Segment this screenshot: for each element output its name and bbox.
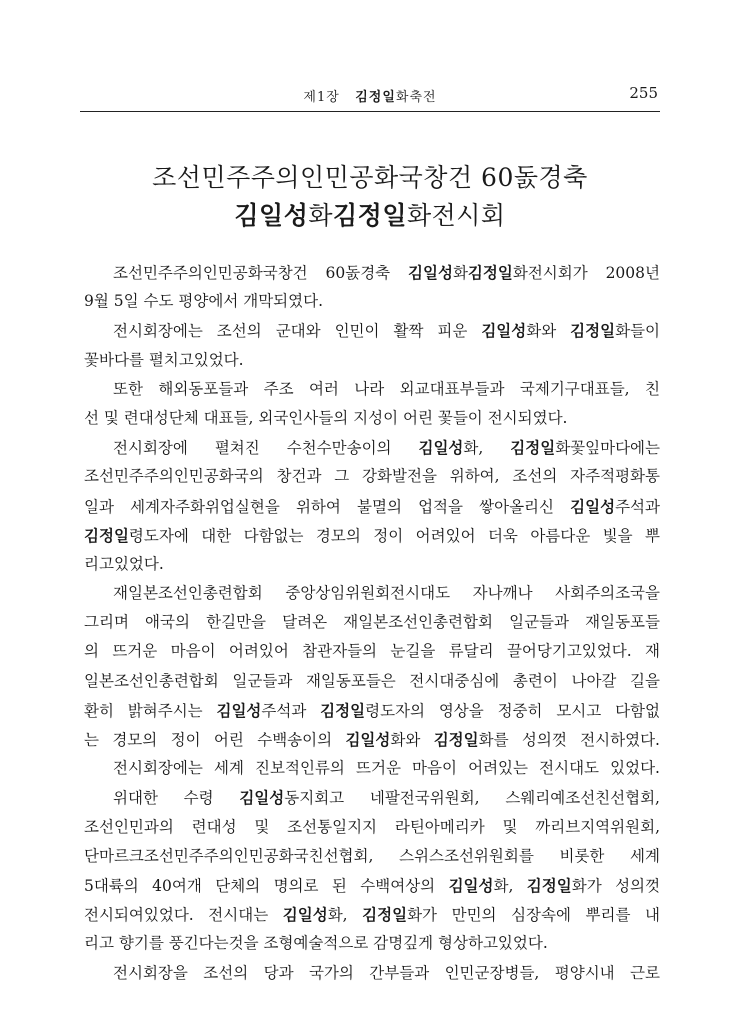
text-line bbox=[84, 725, 660, 754]
article-body bbox=[84, 258, 660, 988]
chapter-heading bbox=[80, 86, 660, 105]
emphasized-name: 김정일 bbox=[510, 438, 556, 458]
text-run: 주석과 bbox=[261, 701, 321, 720]
text-line bbox=[84, 696, 660, 725]
emphasized-name: 김일성 bbox=[345, 730, 391, 749]
text-run: 전시회장에는 조선의 군대와 인민이 활짝 피운 bbox=[113, 322, 482, 341]
text-line bbox=[84, 842, 660, 871]
text-run: 동지회고 네팔전국위원회, 스웨리예조선친선협회, bbox=[284, 789, 660, 808]
text-run: 전시회장에는 세계 진보적인류의 뜨거운 마음이 어려있는 전시대도 있었다. bbox=[113, 759, 660, 778]
article-title-line2 bbox=[80, 196, 660, 232]
text-run: 리고있었다. bbox=[84, 554, 164, 573]
text-run: 는 경모의 정이 어린 수백송이의 bbox=[84, 731, 346, 749]
text-run: 화와 bbox=[526, 322, 571, 341]
text-line bbox=[84, 900, 660, 929]
emphasized-name: 김정일 bbox=[570, 321, 616, 341]
emphasized-name: 김정일 bbox=[433, 730, 479, 749]
text-line bbox=[84, 404, 660, 433]
text-line bbox=[84, 375, 660, 404]
text-run: 전시회장에 펼쳐진 수천수만송이의 bbox=[113, 439, 419, 458]
text-line bbox=[84, 492, 660, 521]
text-line bbox=[84, 316, 660, 345]
text-run: 의 뜨거운 마음이 어려있어 참관자들의 눈길을 류달리 끌어당기고있었다. 재 bbox=[84, 642, 660, 661]
emphasized-name: 김일성 bbox=[239, 788, 285, 808]
text-run: 화를 성의껏 전시하였다. bbox=[478, 731, 660, 749]
emphasized-name: 김일성 bbox=[570, 496, 616, 516]
text-run: 그리며 애국의 한길만을 달려온 재일본조선인총련합회 일군들과 재일동포들 bbox=[84, 613, 660, 632]
text-run: 령도자에 대한 다함없는 경모의 정이 어려있어 더욱 아름다운 빛을 뿌 bbox=[128, 526, 660, 545]
text-run: 화가 성의껏 bbox=[571, 876, 660, 895]
text-run: 화 bbox=[452, 264, 468, 282]
chapter-title-bold: 김정일 bbox=[355, 90, 396, 105]
text-line bbox=[84, 579, 660, 608]
text-run: 전시회장을 조선의 당과 국가의 간부들과 인민군장병들, 평양시내 근로 bbox=[113, 963, 660, 982]
text-run: 또한 해외동포들과 주조 여러 나라 외교대표부들과 국제기구대표들, 친 bbox=[113, 379, 660, 398]
text-run: 단마르크조선민주주의인민공화국친선협회, 스위스조선위원회를 비롯한 세계 bbox=[84, 846, 660, 865]
emphasized-name: 김정일 bbox=[467, 263, 513, 282]
article-title-line1: 조선민주주의인민공화국창건 60돐경축 bbox=[152, 163, 588, 192]
page-number: 255 bbox=[629, 84, 658, 102]
text-run: 위대한 수령 bbox=[113, 789, 240, 808]
text-line bbox=[84, 462, 660, 491]
text-run: 조선민주주의인민공화국창건 60돐경축 bbox=[113, 264, 409, 282]
text-line bbox=[84, 871, 660, 900]
text-line bbox=[84, 929, 660, 958]
chapter-title-rest: 화축전 bbox=[395, 90, 437, 105]
emphasized-name: 김정일 bbox=[362, 905, 408, 925]
emphasized-name: 김일성 bbox=[234, 201, 309, 230]
text-line bbox=[84, 813, 660, 842]
text-run: 재일본조선인총련합회 중앙상임위원회전시대도 자나깨나 사회주의조국을 bbox=[113, 584, 660, 603]
text-run: 환히 밝혀주시는 bbox=[84, 701, 217, 720]
text-run: 조선민주주의인민공화국의 창건과 그 강화발전을 위하여, 조선의 자주적평화통 bbox=[84, 467, 660, 486]
text-run: 5대륙의 40여개 단체의 명의로 된 수백여상의 bbox=[84, 876, 449, 895]
text-run: 화, bbox=[327, 906, 363, 925]
text-run: 화, bbox=[463, 439, 511, 458]
emphasized-name: 김일성 bbox=[408, 263, 453, 282]
text-run: 화들이 bbox=[615, 322, 660, 341]
text-run: 령도자의 영상을 정중히 모시고 다함없 bbox=[365, 701, 660, 720]
text-line bbox=[84, 550, 660, 579]
text-run: 화전시회 bbox=[406, 201, 506, 230]
text-run: 화전시회가 2008년 bbox=[512, 264, 660, 282]
text-run: 화꽃잎마다에는 bbox=[555, 439, 660, 458]
text-run: 꽃바다를 펼치고있었다. bbox=[84, 350, 244, 369]
emphasized-name: 김정일 bbox=[333, 201, 407, 230]
text-line bbox=[84, 637, 660, 666]
chapter-label: 제1장 bbox=[303, 90, 340, 105]
emphasized-name: 김정일 bbox=[320, 700, 366, 720]
emphasized-name: 김일성 bbox=[418, 438, 464, 458]
text-line bbox=[84, 667, 660, 696]
text-run: 화가 만민의 심장속에 뿌리를 내 bbox=[407, 906, 660, 925]
text-line bbox=[84, 258, 660, 287]
text-run: 9월 5일 수도 평양에서 개막되였다. bbox=[84, 292, 324, 311]
emphasized-name: 김일성 bbox=[282, 905, 328, 925]
text-run: 리고 향기를 풍긴다는것을 조형예술적으로 감명깊게 형상하고있었다. bbox=[84, 934, 548, 953]
emphasized-name: 김정일 bbox=[526, 875, 572, 895]
text-line bbox=[84, 433, 660, 462]
text-line bbox=[84, 959, 660, 988]
text-line bbox=[84, 346, 660, 375]
text-run: 화, bbox=[493, 876, 527, 895]
text-run: 일과 세계자주화위업실현을 위하여 불멸의 업적을 쌓아올리신 bbox=[84, 497, 571, 516]
text-run: 조선인민과의 련대성 및 조선통일지지 라틴아메리카 및 까리브지역위원회, bbox=[84, 817, 660, 836]
text-run: 일본조선인총련합회 일군들과 재일동포들은 전시대중심에 총련이 나아갈 길을 bbox=[84, 671, 660, 690]
emphasized-name: 김일성 bbox=[481, 321, 527, 341]
text-run: 화 bbox=[308, 201, 334, 230]
header-divider bbox=[80, 111, 660, 112]
text-run: 전시되여있었다. 전시대는 bbox=[84, 906, 283, 925]
running-header bbox=[80, 80, 660, 110]
text-run: 화와 bbox=[390, 731, 434, 749]
text-line bbox=[84, 754, 660, 783]
text-line bbox=[84, 287, 660, 316]
emphasized-name: 김정일 bbox=[84, 525, 129, 545]
emphasized-name: 김일성 bbox=[216, 700, 262, 720]
text-line bbox=[84, 608, 660, 637]
text-line bbox=[84, 783, 660, 812]
text-run: 주석과 bbox=[615, 497, 660, 516]
text-line bbox=[84, 521, 660, 550]
emphasized-name: 김일성 bbox=[448, 875, 494, 895]
text-run: 선 및 련대성단체 대표들, 외국인사들의 지성이 어린 꽃들이 전시되였다. bbox=[84, 408, 568, 427]
